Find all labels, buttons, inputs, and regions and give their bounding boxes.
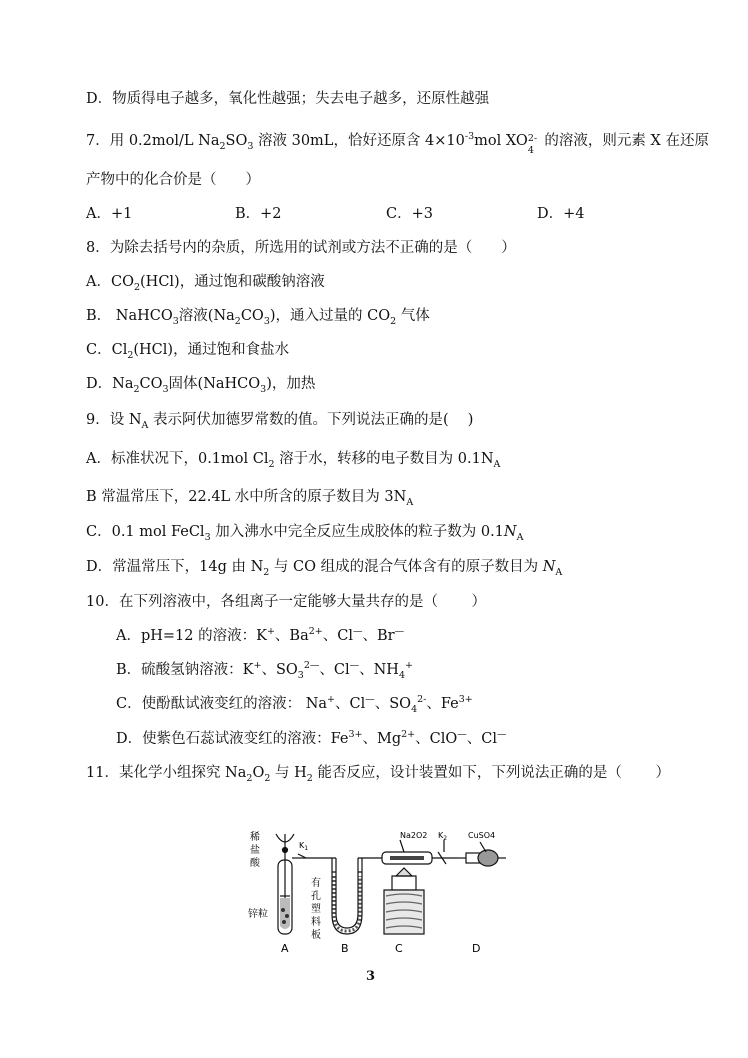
q10-option-d: D．使紫色石蕊试液变红的溶液：$Fe^{3+}$、$Mg^{2+}$、ClO—、Cl— <box>116 729 507 747</box>
apparatus-diagram <box>240 826 520 961</box>
label-d: D <box>472 942 481 955</box>
label-plate-4: 料 <box>311 917 321 928</box>
label-zinc: 锌粒 <box>248 909 268 920</box>
label-b: B <box>341 942 349 955</box>
apparatus-b <box>332 858 382 934</box>
q7-option-c: C．+3 <box>386 206 433 222</box>
q7-stem-cont: 产物中的化合价是（ ） <box>86 172 260 188</box>
q6-option-d: D．物质得电子越多，氧化性越强；失去电子越多，还原性越强 <box>86 91 490 107</box>
q9-option-c: C．0.1 mol FeCl$_3$ 加入沸水中完全反应生成胶体的粒子数为 $0.1N_A$ <box>86 524 524 543</box>
q10-option-c: C．使酚酞试液变红的溶液： Na+、Cl—、$SO_4^{2-}$、$Fe^{3+}$ <box>116 694 473 715</box>
q9-option-a: A．标准状况下，0.1mol $Cl_2$ 溶于水，转移的电子数目为 $0.1N_A$ <box>86 451 501 470</box>
label-plate-3: 塑 <box>311 904 321 915</box>
label-plate-1: 有 <box>311 878 321 889</box>
label-na2o2: Na2O2 <box>400 831 428 840</box>
q8-option-c: C．$Cl_2(HCl)$，通过饱和食盐水 <box>86 342 290 361</box>
q8-option-d: D．$Na_2CO_3$固体(NaHCO$_3$)，加热 <box>86 376 316 395</box>
q9-option-b: B 常温常压下，22.4L 水中所含的原子数目为 $3N_A$ <box>86 489 414 508</box>
q11-stem: 11．某化学小组探究 $Na_2O_2$ 与 $H_2$ 能否反应，设计装置如下，下列说法正确的是（ ） <box>86 765 671 784</box>
q10-option-a: A．pH=12 的溶液：K+、$Ba^{2+}$、Cl—、Br— <box>116 626 405 644</box>
apparatus-c <box>382 840 458 934</box>
label-k1: $K_1$ <box>299 841 309 852</box>
label-a: A <box>281 942 289 955</box>
label-cuso4: CuSO4 <box>468 831 496 840</box>
q10-stem: 10．在下列溶液中，各组离子一定能够大量共存的是（ ） <box>86 594 487 610</box>
q8-option-b: B． NaHCO$_3$溶液$(Na_2CO_3)$，通入过量的 $CO_2$ 气体 <box>86 308 430 327</box>
q9-stem: 9．设 $N_A$ 表示阿伏加德罗常数的值。下列说法正确的是( ) <box>86 412 474 431</box>
label-k2: $K_2$ <box>438 831 448 842</box>
label-plate-5: 板 <box>311 930 321 941</box>
q7-option-a: A．+1 <box>86 206 133 222</box>
q8-stem: 8．为除去括号内的杂质，所选用的试剂或方法不正确的是（ ） <box>86 240 516 256</box>
page-number: 3 <box>366 969 376 984</box>
q7-stem: 7．用 0.2mol/L $Na_2SO_3$ 溶液 30mL，恰好还原含 $4\times 10^{-3}mol$ XO 2- 4 的溶液，则元素 X 在还原 <box>86 131 709 156</box>
q9-option-d: D．常温常压下，14g 由 $N_2$ 与 CO 组成的混合气体含有的原子数目为 $N_A$ <box>86 559 563 578</box>
label-plate-2: 孔 <box>311 891 321 902</box>
q8-option-a: A．$CO_2(HCl)$，通过饱和碳酸钠溶液 <box>86 274 325 293</box>
q7-option-b: B．+2 <box>235 206 282 222</box>
q7-option-d: D．+4 <box>537 206 585 222</box>
label-acid-2: 盐 <box>250 845 260 856</box>
label-acid-1: 稀 <box>250 832 260 843</box>
q10-option-b: B．硫酸氢钠溶液：K+、$SO_3^{2—}$、Cl—、$NH_4^+$ <box>116 660 413 681</box>
label-c: C <box>395 942 403 955</box>
apparatus-d <box>458 842 506 866</box>
label-acid-3: 酸 <box>250 858 260 869</box>
